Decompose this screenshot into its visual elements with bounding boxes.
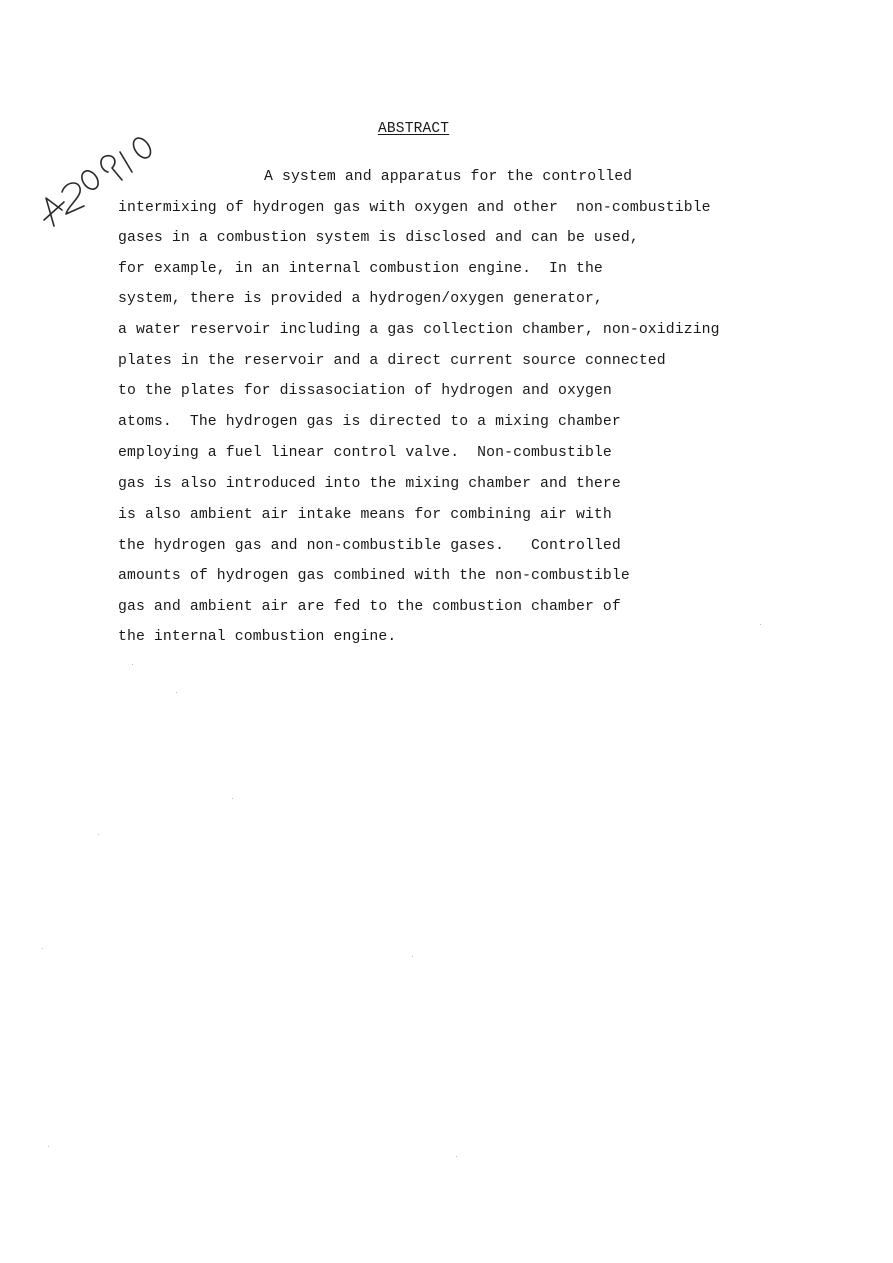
abstract-line: gas and ambient air are fed to the combustion chamber of — [118, 599, 621, 615]
scan-speck — [456, 1156, 457, 1157]
abstract-line: gas is also introduced into the mixing chamber and there — [118, 476, 621, 492]
scan-speck — [42, 948, 43, 949]
scan-speck — [232, 798, 233, 799]
scan-speck — [48, 1146, 49, 1147]
abstract-line: atoms. The hydrogen gas is directed to a mixing chamber — [118, 414, 621, 430]
abstract-line: employing a fuel linear control valve. Non-combustible — [118, 445, 612, 461]
abstract-line: intermixing of hydrogen gas with oxygen and other non-combustible — [118, 200, 711, 216]
abstract-line: amounts of hydrogen gas combined with the non-combustible — [118, 568, 630, 584]
scan-speck — [176, 692, 177, 693]
scan-speck — [132, 664, 133, 665]
abstract-title: ABSTRACT — [378, 121, 450, 137]
abstract-line: for example, in an internal combustion engine. In the — [118, 261, 603, 277]
abstract-line: the internal combustion engine. — [118, 629, 397, 645]
abstract-line: is also ambient air intake means for combining air with — [118, 507, 612, 523]
abstract-line: plates in the reservoir and a direct current source connected — [118, 353, 666, 369]
handwritten-number-annotation — [38, 128, 158, 238]
abstract-line: a water reservoir including a gas collection chamber, non-oxidizing — [118, 322, 720, 338]
scan-speck — [412, 956, 413, 957]
abstract-line: system, there is provided a hydrogen/oxygen generator, — [118, 291, 603, 307]
scan-speck — [760, 624, 761, 625]
abstract-line: A system and apparatus for the controlled — [264, 169, 633, 185]
abstract-line: to the plates for dissasociation of hydrogen and oxygen — [118, 383, 612, 399]
scan-speck — [98, 834, 99, 835]
abstract-line: gases in a combustion system is disclosed and can be used, — [118, 230, 639, 246]
abstract-line: the hydrogen gas and non-combustible gases. Controlled — [118, 538, 621, 554]
